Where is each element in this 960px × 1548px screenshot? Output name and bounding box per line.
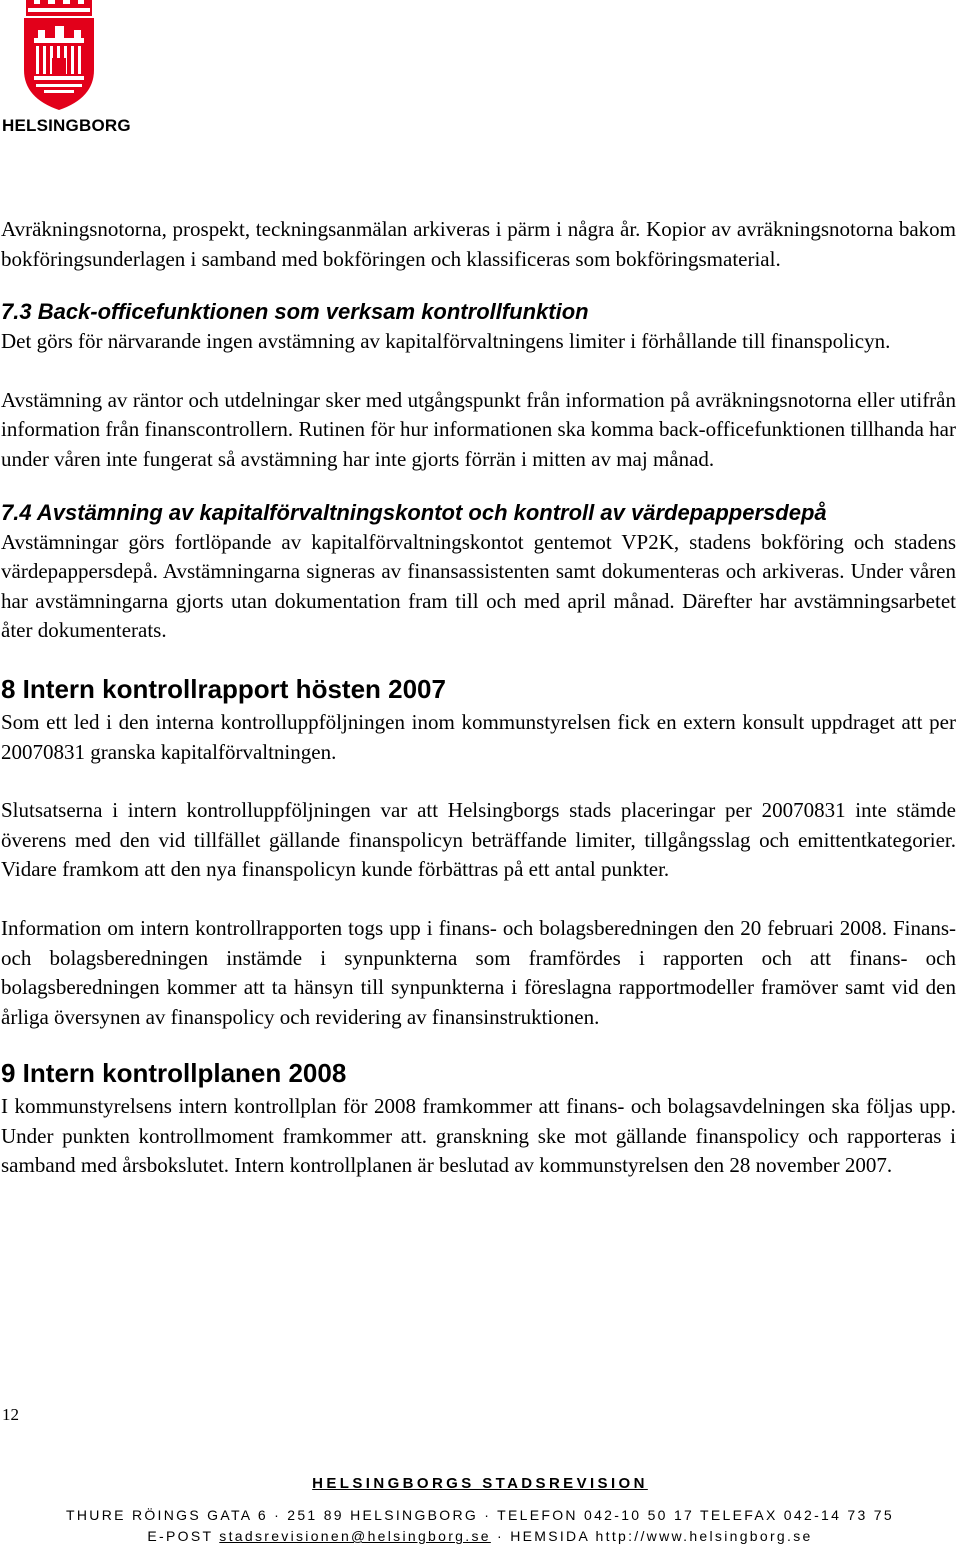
paragraph-8-b: Slutsatserna i intern kontrolluppföljningen var att Helsingborgs stads placeringar per 20070831 inte stämde överens med den vid tillfället gällande finanspolicyn beträffande limiter, tillgångsslag och emittentkategorier. Vidare framkom att den nya finanspolicyn kunde förbättras på ett antal punkter. — [1, 798, 956, 882]
paragraph-7-4: Avstämningar görs fortlöpande av kapitalförvaltningskontot gentemot VP2K, stadens bokföring och stadens värdepappersdepå. Avstämningarna signeras av finansassistenten samt dokumenteras och arkiveras. Under våren har avstämningarna gjorts utan dokumentation fram till och med april månad. Därefter har avstämningsarbetet åter dokumenterats. — [1, 529, 956, 643]
paragraph-8-c: Information om intern kontrollrapporten togs upp i finans- och bolagsberedningen den 20 februari 2008. Finans- och bolagsberedningen instämde i synpunkterna som framfördes i rapporten och att finans- och bolagsberedningen kommer att ta hänsyn till synpunkterna i föreslagna rapportmodeller framöver samt vid den årliga översynen av finanspolicy och revidering av finansinstruktionen. — [1, 915, 956, 1029]
footer-email-link[interactable]: stadsrevisionen@helsingborg.se — [219, 1528, 491, 1544]
footer-title: HELSINGBORGS STADSREVISION — [312, 1475, 648, 1492]
footer-web-label: HEMSIDA — [510, 1528, 590, 1544]
page-number: 12 — [2, 1405, 19, 1424]
paragraph-8-a: Som ett led i den interna kontrolluppföljningen inom kommunstyrelsen fick en extern konsult uppdraget att per 20070831 granska kapitalförvaltningen. — [1, 709, 956, 764]
footer-separator: · — [497, 1528, 505, 1544]
heading-9: 9 Intern kontrollplanen 2008 — [1, 1058, 347, 1089]
paragraph-9: I kommunstyrelsens intern kontrollplan för 2008 framkommer att finans- och bolagsavdelningen ska följas upp. Under punkten kontrollmoment framkommer att. granskning ske mot gällande finanspolicy och rapporteras i samband med årsbokslutet. Intern kontrollplanen är beslutad av kommunstyrelsen den 28 november 2007. — [1, 1094, 956, 1178]
paragraph-intro: Avräkningsnotorna, prospekt, teckningsanmälan arkiveras i pärm i några år. Kopior av avräkningsnotorna bakom bokföringsunderlagen i samband med bokföringen och klassificeras som bokföringsmaterial. — [1, 217, 956, 271]
heading-7-3: 7.3 Back-officefunktionen som verksam kontrollfunktion — [1, 299, 589, 325]
heading-7-4: 7.4 Avstämning av kapitalförvaltningskontot och kontroll av värdepappersdepå — [1, 499, 827, 525]
footer-email-label: E-POST — [147, 1528, 214, 1544]
footer-contact — [0, 1528, 960, 1544]
paragraph-7-3-a: Det görs för närvarande ingen avstämning av kapitalförvaltningens limiter i förhållande till finanspolicyn. — [1, 329, 891, 354]
logo-wordmark: HELSINGBORG — [2, 116, 131, 135]
footer-address: THURE RÖINGS GATA 6 · 251 89 HELSINGBORG · TELEFON 042-10 50 17 TELEFAX 042-14 73 75 — [66, 1507, 894, 1523]
heading-8: 8 Intern kontrollrapport hösten 2007 — [1, 673, 446, 704]
document-body — [1, 215, 956, 1181]
footer-web-link[interactable]: http://www.helsingborg.se — [595, 1528, 813, 1544]
paragraph-7-3-b: Avstämning av räntor och utdelningar sker med utgångspunkt från information på avräkningsnotorna eller utifrån information från finanscontrollern. Rutinen för hur informationen ska komma back-officefunktionen tillhanda har under våren inte fungerat så avstämning har inte gjorts förrän i mitten av maj månad. — [1, 387, 956, 471]
